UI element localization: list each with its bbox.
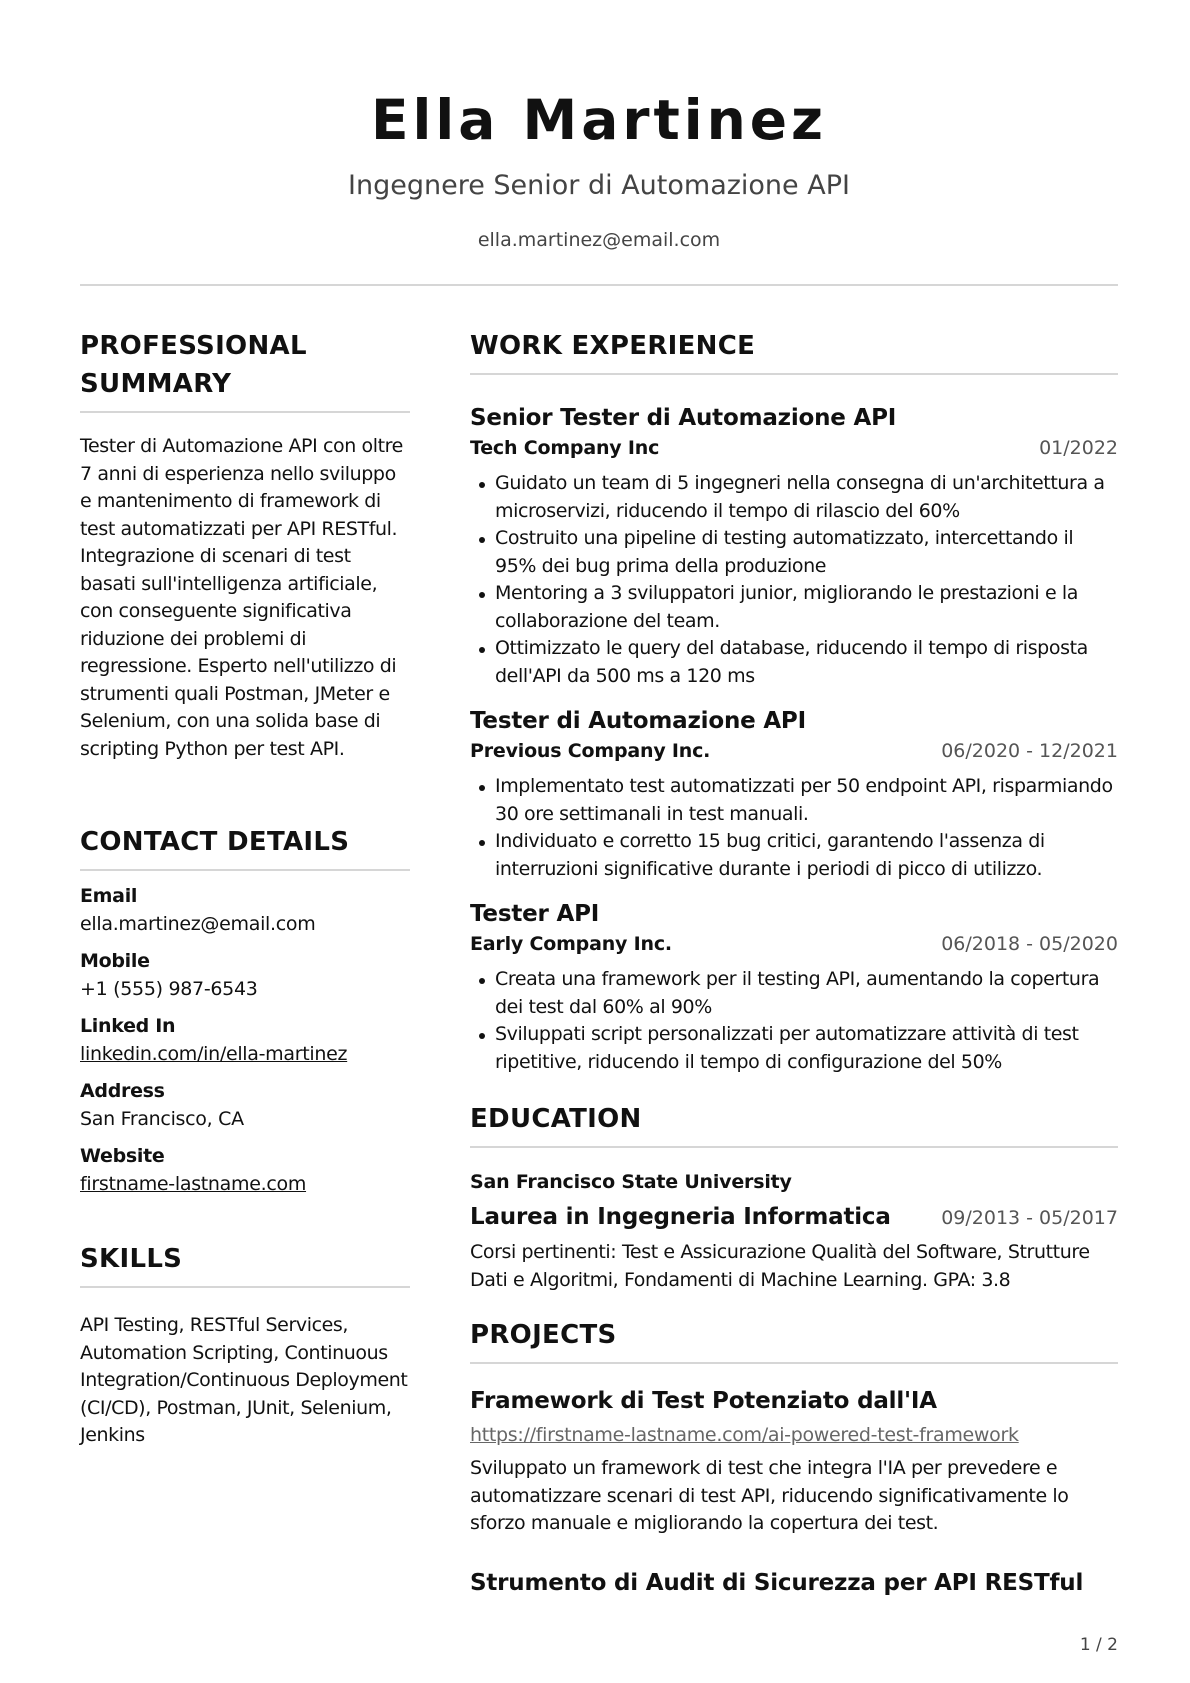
job-title: Tester di Automazione API <box>470 708 806 734</box>
education-description: Corsi pertinenti: Test e Assicurazione Qualità del Software, Strutture Dati e Algoritmi, Fondamenti di Machine Learning. GPA: 3.8 <box>470 1241 1090 1291</box>
projects-heading: PROJECTS <box>470 1320 617 1350</box>
school-name: San Francisco State University <box>470 1171 792 1193</box>
job-entry <box>470 403 1118 690</box>
contact-label-email: Email <box>80 885 138 907</box>
project-link[interactable]: https://firstname-lastname.com/ai-powered-test-framework <box>470 1424 1019 1446</box>
job-date: 01/2022 <box>1039 437 1118 459</box>
section-divider <box>470 373 1118 375</box>
contact-value-address: San Francisco, CA <box>80 1107 244 1130</box>
contact-label-address: Address <box>80 1080 165 1102</box>
summary-section <box>80 327 410 763</box>
education-heading: EDUCATION <box>470 1104 642 1134</box>
experience-heading: WORK EXPERIENCE <box>470 331 756 361</box>
job-bullet: Sviluppati script personalizzati per automatizzare attività di test ripetitive, riducendo il tempo di configurazione del 50% <box>470 1021 1118 1076</box>
section-divider <box>470 1362 1118 1364</box>
header-divider <box>80 284 1118 286</box>
job-entry <box>470 899 1118 1076</box>
job-bullet: Costruito una pipeline di testing automatizzato, intercettando il 95% dei bug prima della produzione <box>470 525 1118 580</box>
project-description: Sviluppato un framework di test che integra l'IA per prevedere e automatizzare scenari di test API, riducendo significativamente lo sforzo manuale e migliorando la copertura dei test. <box>470 1457 1069 1534</box>
contact-value-email: ella.martinez@email.com <box>80 912 316 935</box>
job-entry <box>470 706 1118 883</box>
summary-heading: PROFESSIONAL SUMMARY <box>80 331 307 399</box>
job-company: Tech Company Inc <box>470 437 660 459</box>
experience-section <box>470 327 1118 1076</box>
job-bullet: Mentoring a 3 sviluppatori junior, migliorando le prestazioni e la collaborazione del team. <box>470 580 1118 635</box>
job-bullets <box>470 470 1118 690</box>
degree-title: Laurea in Ingegneria Informatica <box>470 1204 891 1230</box>
contact-value-mobile: +1 (555) 987-6543 <box>80 977 258 1000</box>
contact-label-website: Website <box>80 1145 165 1167</box>
education-date: 09/2013 - 05/2017 <box>941 1207 1118 1229</box>
job-company: Early Company Inc. <box>470 933 672 955</box>
website-link[interactable]: firstname-lastname.com <box>80 1172 307 1195</box>
project-entry <box>470 1568 1118 1599</box>
job-bullet: Creata una framework per il testing API, aumentando la copertura dei test dal 60% al 90% <box>470 966 1118 1021</box>
job-bullet: Ottimizzato le query del database, riducendo il tempo di risposta dell'API da 500 ms a 120 ms <box>470 635 1118 690</box>
job-date: 06/2018 - 05/2020 <box>941 933 1118 955</box>
section-divider <box>470 1146 1118 1148</box>
project-entry <box>470 1386 1118 1538</box>
linkedin-link[interactable]: linkedin.com/in/ella-martinez <box>80 1042 348 1065</box>
job-bullets <box>470 966 1118 1076</box>
section-divider <box>80 1286 410 1288</box>
candidate-role: Ingegnere Senior di Automazione API <box>348 170 850 201</box>
project-title: Strumento di Audit di Sicurezza per API RESTful <box>470 1569 1084 1596</box>
job-company: Previous Company Inc. <box>470 740 711 762</box>
skills-heading: SKILLS <box>80 1244 183 1274</box>
contact-label-mobile: Mobile <box>80 950 150 972</box>
candidate-name: Ella Martinez <box>370 88 828 152</box>
right-column <box>470 327 1118 1599</box>
section-divider <box>80 869 410 871</box>
contact-section <box>80 823 410 1198</box>
job-title: Tester API <box>470 901 600 927</box>
job-bullet: Guidato un team di 5 ingegneri nella consegna di un'architettura a microservizi, riducendo il tempo di rilascio del 60% <box>470 470 1118 525</box>
section-divider <box>80 411 410 413</box>
contact-label-linkedin: Linked In <box>80 1015 176 1037</box>
page-number: 1 / 2 <box>1079 1635 1118 1655</box>
job-title: Senior Tester di Automazione API <box>470 405 897 431</box>
header-email: ella.martinez@email.com <box>477 229 721 251</box>
job-bullet: Implementato test automatizzati per 50 endpoint API, risparmiando 30 ore settimanali in test manuali. <box>470 773 1118 828</box>
skills-text: API Testing, RESTful Services, Automation Scripting, Continuous Integration/Continuous Deployment (CI/CD), Postman, JUnit, Selenium, Jenkins <box>80 1314 408 1446</box>
job-bullet: Individuato e corretto 15 bug critici, garantendo l'assenza di interruzioni significative durante i periodi di picco di utilizzo. <box>470 828 1118 883</box>
summary-text: Tester di Automazione API con oltre 7 anni di esperienza nello sviluppo e mantenimento di framework di test automatizzati per API RESTful. Integrazione di scenari di test basati sull'intelligenza artificiale, con conseguente significativa riduzione dei problemi di regressione. Esperto nell'utilizzo di strumenti quali Postman, JMeter e Selenium, con una solida base di scripting Python per test API. <box>80 435 403 760</box>
project-title: Framework di Test Potenziato dall'IA <box>470 1388 937 1414</box>
left-column <box>80 327 410 1450</box>
education-section <box>470 1100 1118 1294</box>
job-bullets <box>470 773 1118 883</box>
skills-section <box>80 1240 410 1450</box>
projects-section <box>470 1316 1118 1599</box>
job-date: 06/2020 - 12/2021 <box>941 740 1118 762</box>
contact-heading: CONTACT DETAILS <box>80 827 350 857</box>
